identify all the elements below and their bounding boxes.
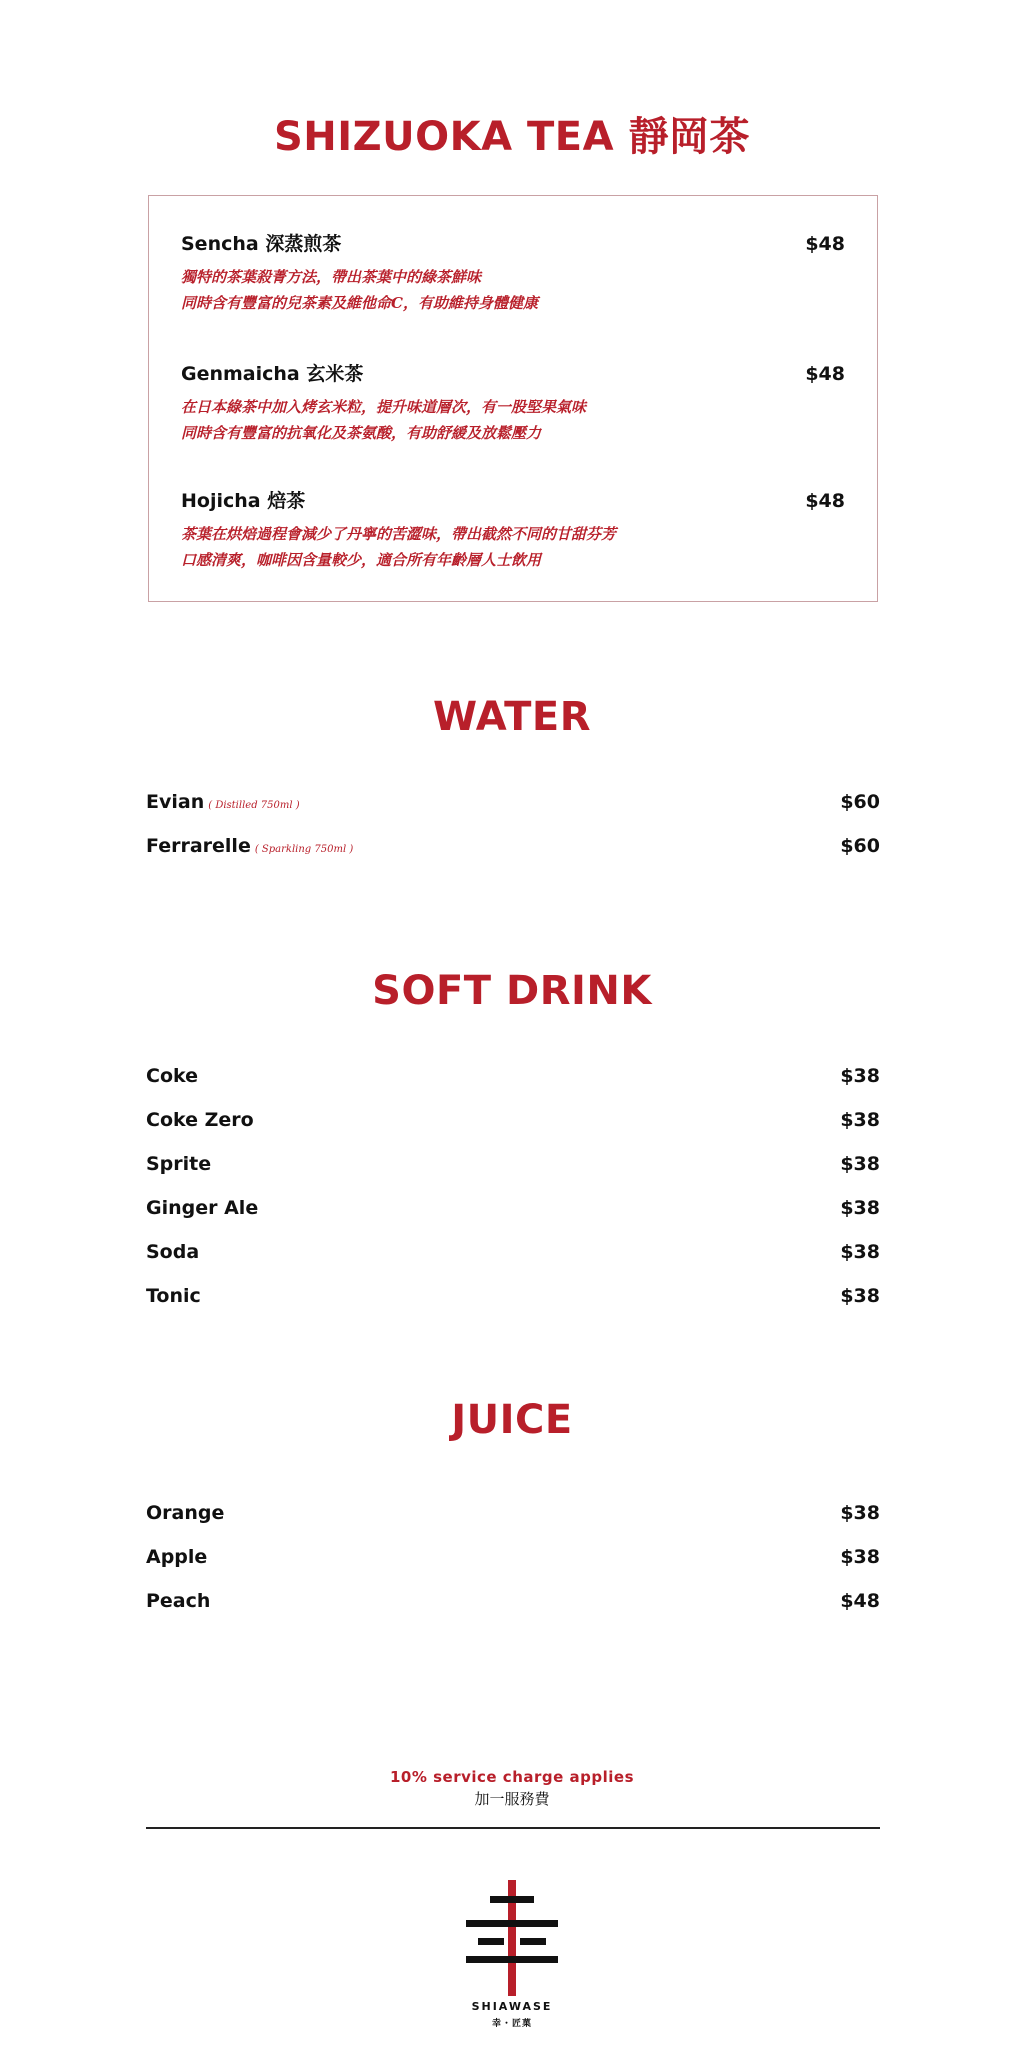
tea-item-hojicha [181, 486, 845, 573]
tea-item-desc-line: 在日本綠茶中加入烤玄米粒，提升味道層次，有一股堅果氣味 [181, 398, 587, 416]
menu-item-price: $38 [840, 1065, 880, 1087]
menu-item-name: Orange [146, 1502, 225, 1524]
menu-row-sprite [146, 1153, 880, 1175]
menu-item-name: Apple [146, 1546, 208, 1568]
menu-item-price: $38 [840, 1285, 880, 1307]
tea-item-desc-line: 同時含有豐富的兒茶素及維他命C，有助維持身體健康 [181, 294, 538, 312]
menu-row-evian [146, 791, 880, 813]
menu-item-price: $38 [840, 1197, 880, 1219]
menu-item-name: Ferrarelle [146, 835, 251, 857]
service-charge-note [0, 1768, 1024, 1809]
water-section-title: WATER [432, 694, 592, 740]
tea-section-title: SHIZUOKA TEA 靜岡茶 [273, 114, 751, 160]
tea-item-desc-line: 茶葉在烘焙過程會減少了丹寧的苦澀味，帶出截然不同的甘甜芬芳 [181, 525, 617, 543]
menu-item-price: $60 [840, 835, 880, 857]
menu-item-name: Coke [146, 1065, 199, 1087]
tea-menu-box [148, 195, 878, 602]
menu-item-name: Coke Zero [146, 1109, 254, 1131]
tea-item-name: Sencha 深蒸煎茶 [181, 233, 342, 255]
tea-item-price: $48 [805, 233, 845, 255]
footer-divider [146, 1827, 880, 1829]
menu-item-price: $38 [840, 1502, 880, 1524]
tea-item-desc-line: 同時含有豐富的抗氧化及茶氨酸，有助舒緩及放鬆壓力 [181, 424, 542, 442]
menu-item-name: Ginger Ale [146, 1197, 259, 1219]
soft-drink-section-title: SOFT DRINK [372, 968, 652, 1014]
tea-item-sencha [181, 229, 845, 316]
menu-item-name: Soda [146, 1241, 200, 1263]
tea-item-name: Hojicha 焙茶 [181, 490, 306, 512]
menu-item-name: Evian [146, 791, 205, 813]
brand-name: SHIAWASE [471, 2000, 553, 2013]
menu-row-ferrarelle [146, 835, 880, 857]
service-charge-zh: 加一服務費 [474, 1790, 550, 1808]
brand-name-zh: 幸・匠菓 [491, 2019, 532, 2029]
menu-item-price: $38 [840, 1153, 880, 1175]
menu-row-tonic [146, 1285, 880, 1307]
menu-item-price: $38 [840, 1109, 880, 1131]
service-charge-en: 10% service charge applies [389, 1768, 635, 1786]
menu-item-price: $48 [840, 1590, 880, 1612]
tea-item-name: Genmaicha 玄米茶 [181, 363, 364, 385]
menu-item-name: Sprite [146, 1153, 212, 1175]
tea-item-desc-line: 獨特的茶葉殺菁方法，帶出茶葉中的綠茶鮮味 [181, 268, 482, 286]
menu-item-price: $60 [840, 791, 880, 813]
menu-item-price: $38 [840, 1546, 880, 1568]
menu-item-note: ( Distilled 750ml ) [208, 800, 300, 811]
menu-row-peach [146, 1590, 880, 1612]
menu-row-coke [146, 1065, 880, 1087]
menu-item-note: ( Sparkling 750ml ) [254, 844, 354, 855]
menu-row-ginger-ale [146, 1197, 880, 1219]
menu-item-name: Tonic [146, 1285, 201, 1307]
tea-item-price: $48 [805, 363, 845, 385]
tea-item-desc-line: 口感清爽，咖啡因含量較少，適合所有年齡層人士飲用 [181, 551, 542, 569]
menu-row-soda [146, 1241, 880, 1263]
tea-item-price: $48 [805, 490, 845, 512]
juice-section-title: JUICE [451, 1397, 573, 1443]
menu-row-orange [146, 1502, 880, 1524]
menu-row-apple [146, 1546, 880, 1568]
menu-item-price: $38 [840, 1241, 880, 1263]
tea-item-genmaicha [181, 359, 845, 446]
menu-row-coke-zero [146, 1109, 880, 1131]
shiawase-logo-icon [462, 1880, 562, 1996]
menu-item-name: Peach [146, 1590, 211, 1612]
